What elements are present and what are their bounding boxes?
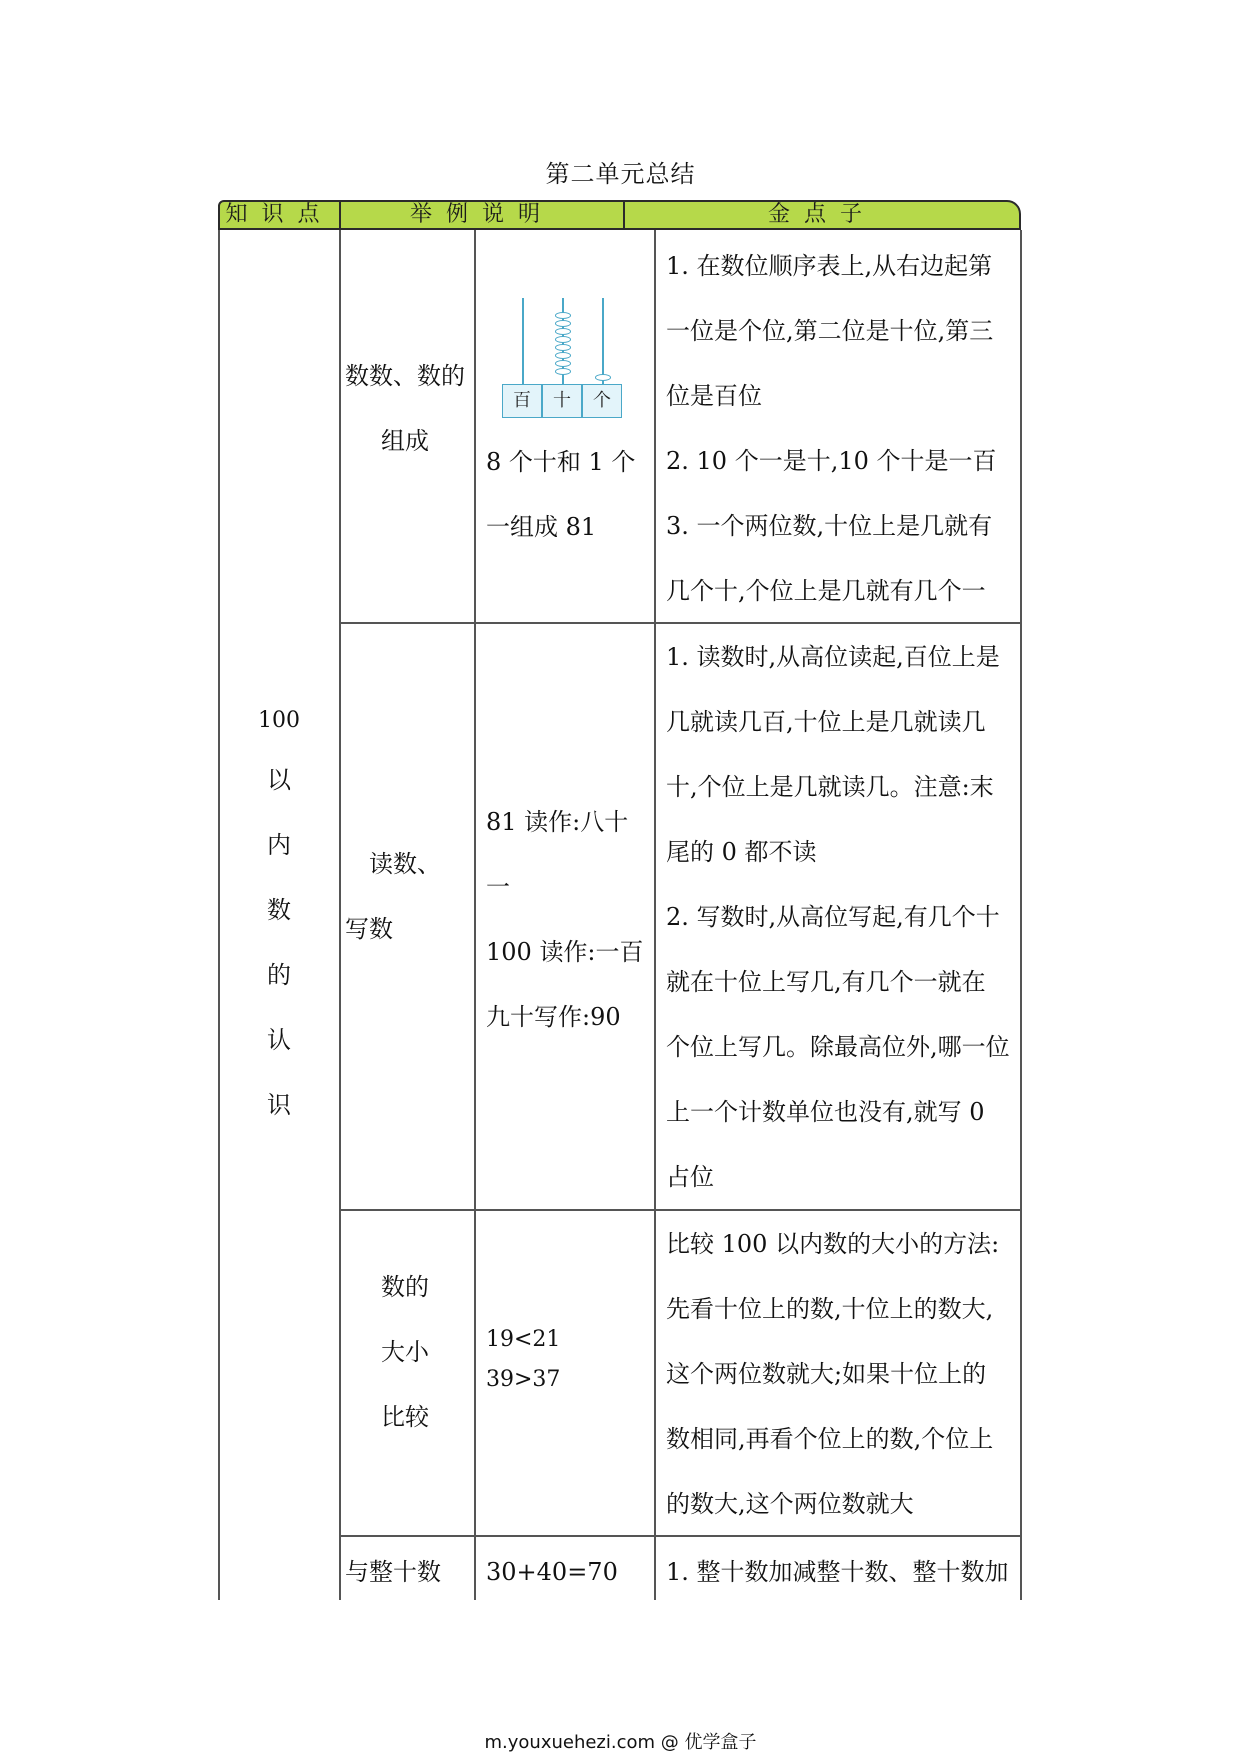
table-header [218,200,1021,230]
header-knowledge-point: 知识点 [225,202,334,227]
example-text: 九十写作:90 [486,1003,621,1031]
topic-label: 写数 [345,915,393,943]
category-char: 识 [267,1091,291,1119]
abacus-label: 十 [542,384,582,418]
tip-text: 几就读几百,十位上是几就读几 [666,708,986,736]
tip-text: 1. 整十数加减整十数、整十数加 [666,1558,1009,1586]
abacus-label: 百 [502,384,542,418]
category-number: 100 [258,708,300,733]
topic-label: 数数、数的 [345,362,465,390]
tip-text: 这个两位数就大;如果十位上的 [666,1360,987,1388]
tip-text: 1. 在数位顺序表上,从右边起第 [666,252,993,280]
topic-label: 大小 [381,1338,429,1366]
tip-text: 先看十位上的数,十位上的数大, [666,1295,994,1323]
example-text: 一 [486,873,510,901]
example-text: 39>37 [486,1367,561,1392]
tip-text: 占位 [666,1163,714,1191]
footer-watermark: m.youxuehezi.com @ 优学盒子 [484,1732,757,1753]
tip-text: 几个十,个位上是几就有几个一 [666,577,986,605]
tip-text: 2. 写数时,从高位写起,有几个十 [666,903,1000,931]
tip-text: 个位上写几。除最高位外,哪一位 [666,1033,1010,1061]
example-text: 19<21 [486,1327,561,1352]
tip-text: 十,个位上是几就读几。注意:末 [666,773,994,801]
tip-text: 3. 一个两位数,十位上是几就有 [666,512,993,540]
tip-text: 上一个计数单位也没有,就写 0 [666,1098,985,1126]
tip-text: 的数大,这个两位数就大 [666,1490,914,1518]
category-char: 内 [267,831,291,859]
tip-text: 一位是个位,第二位是十位,第三 [666,317,994,345]
category-char: 数 [267,896,291,924]
topic-label: 比较 [381,1403,429,1431]
tip-text: 位是百位 [666,382,762,410]
tip-text: 尾的 0 都不读 [666,838,817,866]
header-example: 举例说明 [409,202,554,227]
topic-label: 数的 [381,1273,429,1301]
page-title: 第二单元总结 [545,160,696,188]
header-tips: 金点子 [767,202,876,227]
topic-label: 与整十数 [345,1558,441,1586]
example-text: 100 读作:一百 [486,938,644,966]
tip-text: 1. 读数时,从高位读起,百位上是 [666,643,1000,671]
abacus-label: 个 [582,384,622,418]
category-char: 的 [267,961,291,989]
example-text: 一组成 81 [486,513,597,541]
tip-text: 2. 10 个一是十,10 个十是一百 [666,447,997,475]
topic-label: 组成 [381,427,429,455]
category-char: 认 [267,1026,291,1054]
tip-text: 就在十位上写几,有几个一就在 [666,968,986,996]
tip-text: 比较 100 以内数的大小的方法: [666,1230,1000,1258]
topic-label: 读数、 [369,850,441,878]
tip-text: 数相同,再看个位上的数,个位上 [666,1425,994,1453]
example-text: 8 个十和 1 个 [486,448,636,476]
example-text: 30+40=70 [486,1558,618,1586]
category-char: 以 [267,766,291,794]
example-text: 81 读作:八十 [486,808,629,836]
